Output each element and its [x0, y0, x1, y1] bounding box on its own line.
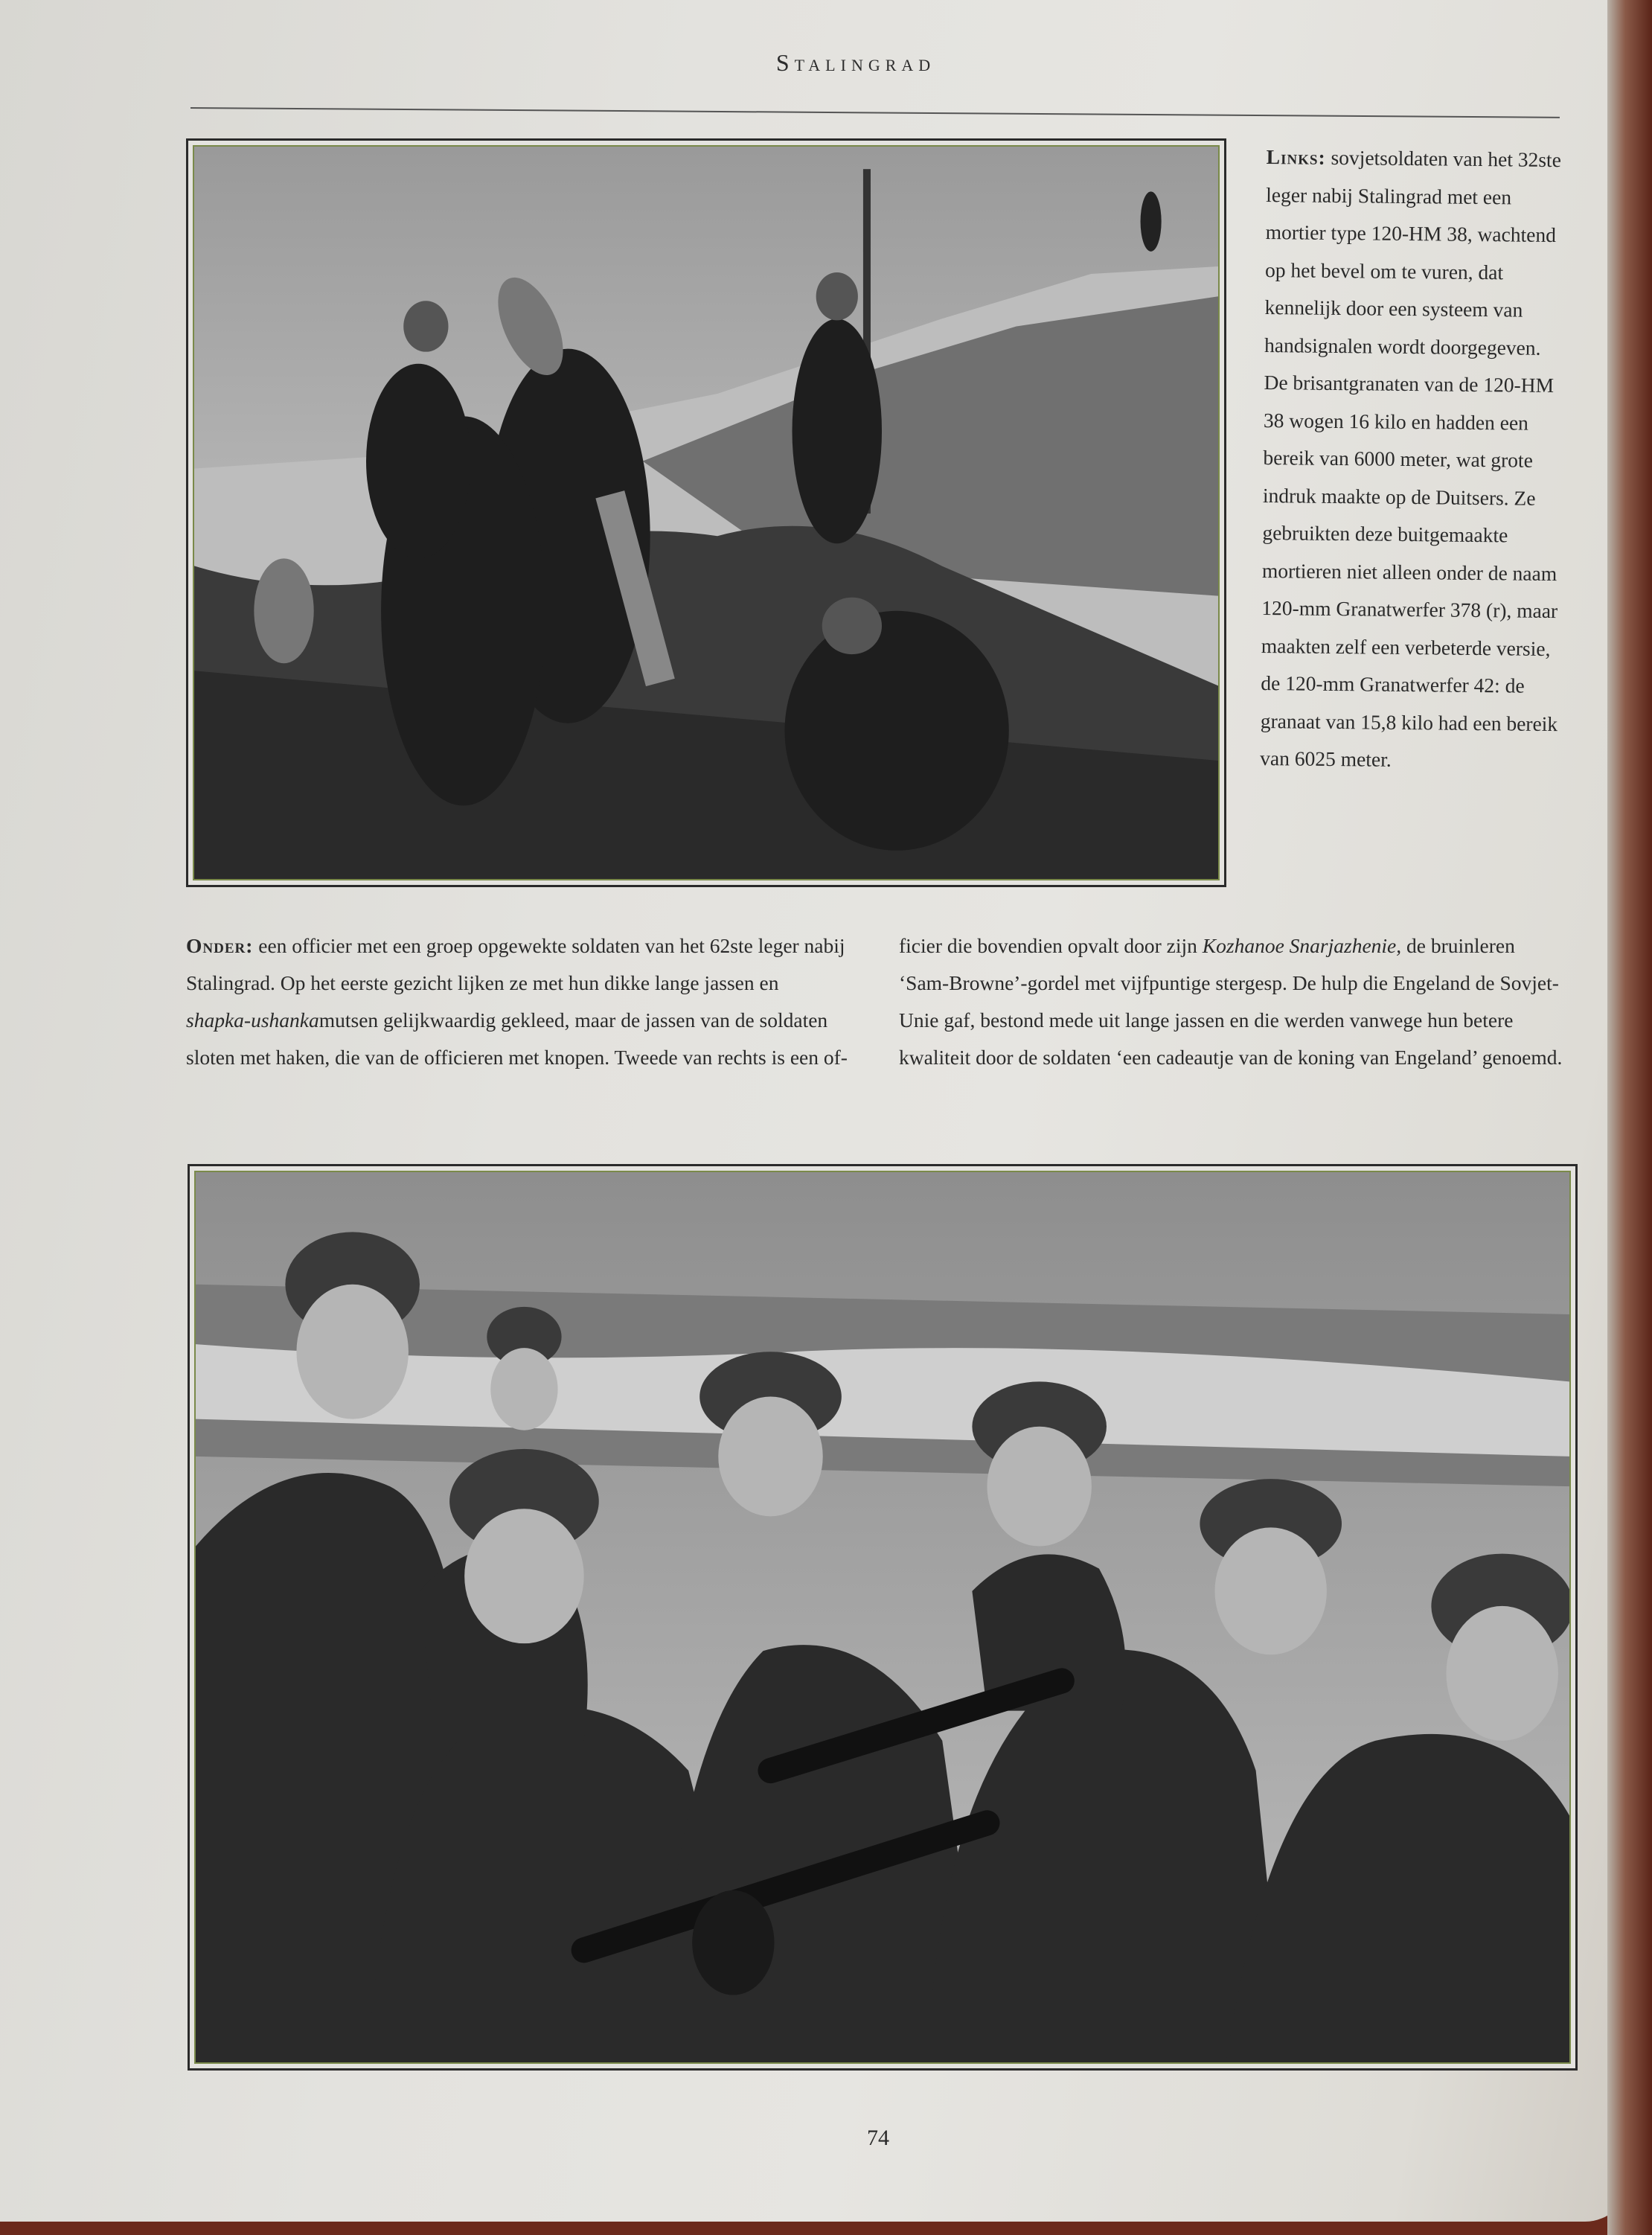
photo-mortar-crew-image	[194, 147, 1218, 879]
caption-term-kozhanoe: Kozhanoe Snarjazhenie,	[1202, 934, 1402, 957]
caption-bottom-text-2b: de bruinleren ‘Sam-Browne’-gordel met vijfpuntige stergesp. De hulp die Engeland de Sovjet-Unie gaf, bestond mede uit lange jassen en die werden vanwege hun betere kwaliteit door de soldaten ‘een cadeautje van de koning van Engeland’ genoemd.	[899, 934, 1563, 1069]
photo-mortar-crew	[186, 138, 1226, 887]
caption-bottom-column-1	[186, 927, 848, 1076]
caption-bottom-text-1a: een officier met een groep opgewekte soldaten van het 62ste leger nabij Stalingrad. Op het eerste gezicht lijken ze met hun dikke lange jassen en	[186, 934, 845, 994]
caption-bottom-column-2	[899, 927, 1569, 1076]
caption-bottom-text-1b: mutsen gelijkwaardig gekleed, maar de jassen van de soldaten sloten met haken, die van de officieren met knopen. Tweede van rechts is een of-	[186, 1008, 848, 1069]
header-rule	[191, 107, 1560, 118]
running-head: Stalingrad	[775, 49, 936, 76]
photo-soldiers-group-image	[196, 1172, 1569, 2062]
page-edge	[1607, 0, 1652, 2235]
caption-top-text: sovjetsoldaten van het 32ste leger nabij Stalingrad met een mortier type 120-HM 38, wachtend op het bevel om te vuren, dat kennelijk door een systeem van handsignalen wordt doorgegeven. De brisantgranaten van de 120-HM 38 wogen 16 kilo en hadden een bereik van 6000 meter, wat grote indruk maakte op de Duitsers. Ze gebruikten deze buitgemaakte mortieren niet alleen onder de naam 120-mm Granatwerfer 378 (r), maar maakten zelf een verbeterde versie, de 120-mm Granatwerfer 42: de granaat van 15,8 kilo had een bereik van 6025 meter.	[1260, 145, 1562, 771]
page-number: 74	[867, 2126, 889, 2150]
photo-soldiers-group	[188, 1164, 1578, 2071]
caption-lead-links: Links:	[1266, 144, 1326, 169]
caption-term-shapka: shapka-ushanka	[186, 1008, 319, 1032]
caption-bottom-text-2a: ficier die bovendien opvalt door zijn	[899, 934, 1203, 957]
caption-lead-onder: Onder:	[186, 934, 254, 957]
caption-top-photo	[1260, 138, 1564, 781]
